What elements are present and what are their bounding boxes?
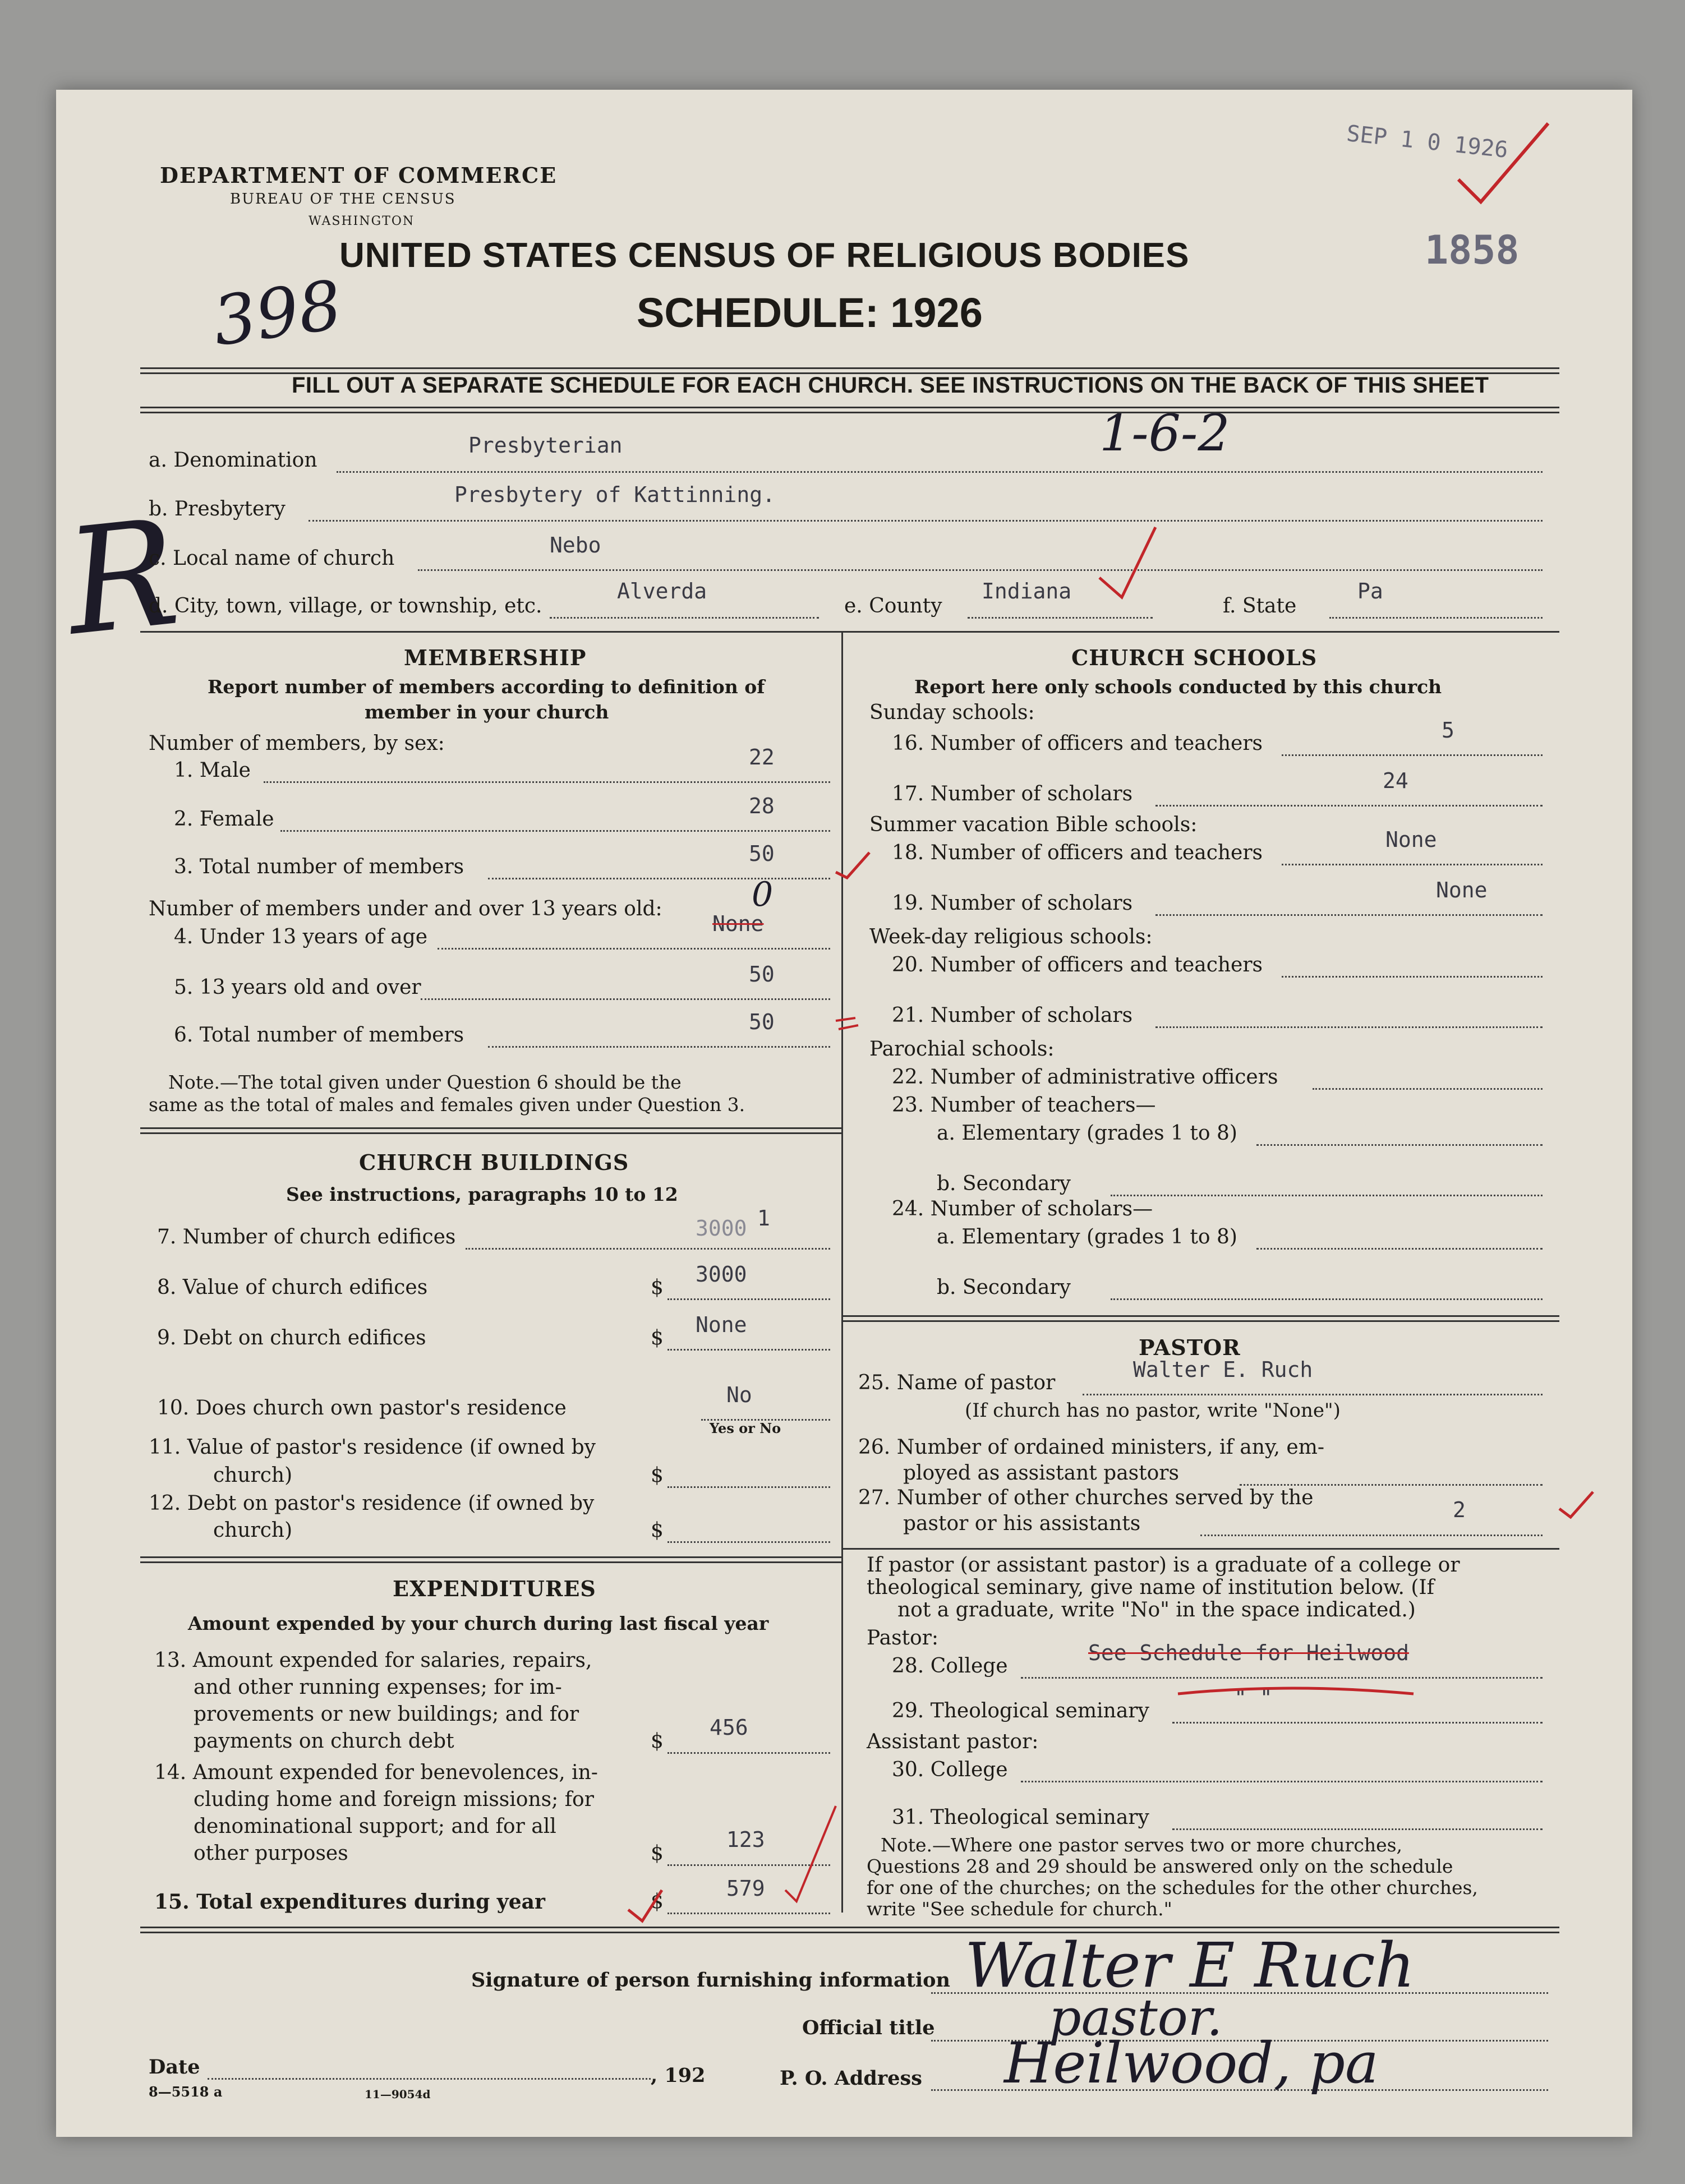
q12-label-2: church) (213, 1519, 293, 1542)
q2-female-label: 2. Female (174, 808, 274, 831)
membership-heading: MEMBERSHIP (404, 645, 587, 670)
pastor-heading: PASTOR (1139, 1335, 1241, 1360)
graduate-instructions-3: not a graduate, write "No" in the space indicated.) (897, 1598, 1416, 1621)
q4-under13-value[interactable]: None (712, 911, 764, 936)
form-title: UNITED STATES CENSUS OF RELIGIOUS BODIES (339, 236, 1190, 275)
q7-edifices-label: 7. Number of church edifices (157, 1225, 456, 1248)
q17-value[interactable]: 24 (1383, 768, 1408, 793)
official-title-label: Official title (802, 2016, 935, 2039)
check-mark-q3 (836, 853, 869, 878)
q13-label-1: 13. Amount expended for salaries, repairs, (154, 1649, 592, 1672)
check-mark-q27 (1559, 1492, 1593, 1517)
q10-residence-label: 10. Does church own pastor's residence (157, 1397, 567, 1420)
q26-label-1: 26. Number of ordained ministers, if any, em- (858, 1436, 1324, 1459)
denomination-value[interactable]: Presbyterian (468, 433, 623, 458)
q15-dollar: $ (651, 1890, 664, 1913)
q4-under13-label: 4. Under 13 years of age (174, 925, 428, 948)
q29-label: 29. Theological seminary (892, 1699, 1149, 1722)
q24-label: 24. Number of scholars— (892, 1197, 1153, 1220)
instructions-banner: FILL OUT A SEPARATE SCHEDULE FOR EACH CHURCH. SEE INSTRUCTIONS ON THE BACK OF THIS SHEET (292, 373, 1489, 398)
schools-heading: CHURCH SCHOOLS (1071, 645, 1318, 670)
presbytery-value[interactable]: Presbytery of Kattinning. (454, 482, 775, 507)
denomination-label: a. Denomination (149, 449, 317, 472)
q19-value[interactable]: None (1436, 878, 1488, 902)
q13-label-4: payments on church debt (194, 1730, 454, 1753)
membership-note-2: same as the total of males and females given under Question 3. (149, 1094, 745, 1116)
date-label: Date (149, 2056, 200, 2079)
county-label: e. County (844, 595, 942, 618)
q15-value[interactable]: 579 (726, 1876, 765, 1901)
q17-label: 17. Number of scholars (892, 782, 1133, 805)
bureau-name: BUREAU OF THE CENSUS (230, 191, 456, 208)
summer-schools-label: Summer vacation Bible schools: (869, 813, 1198, 836)
q6-total-value[interactable]: 50 (749, 1010, 775, 1034)
check-mark-top-right (1458, 123, 1548, 202)
q11-label-1: 11. Value of pastor's residence (if owned by (149, 1436, 596, 1459)
q28-value[interactable]: See Schedule for Heilwood (1088, 1641, 1409, 1665)
buildings-heading: CHURCH BUILDINGS (359, 1150, 629, 1175)
q27-label-2: pastor or his assistants (903, 1512, 1141, 1535)
q14-label-4: other purposes (194, 1842, 348, 1865)
q25-hint: (If church has no pastor, write "None") (965, 1399, 1341, 1422)
expenditures-instructions: Amount expended by your church during last fiscal year (188, 1612, 769, 1634)
signature-value[interactable]: Walter E Ruch (965, 1929, 1415, 2001)
q24b-label: b. Secondary (937, 1276, 1071, 1299)
pastor-note-4: write "See schedule for church." (867, 1898, 1172, 1920)
state-label: f. State (1223, 595, 1297, 618)
presbytery-label: b. Presbytery (149, 497, 286, 520)
red-check-marks (56, 90, 1632, 2137)
q5-over13-label: 5. 13 years old and over (174, 976, 421, 999)
q14-dollar: $ (651, 1842, 664, 1865)
q19-label: 19. Number of scholars (892, 892, 1133, 915)
handwritten-code: 1-6-2 (1099, 404, 1230, 463)
assistant-subsection-label: Assistant pastor: (867, 1730, 1039, 1753)
weekday-schools-label: Week-day religious schools: (869, 925, 1153, 948)
file-number-stamp: 1858 (1425, 227, 1520, 273)
q25-label: 25. Name of pastor (858, 1371, 1056, 1394)
q9-debt-value[interactable]: None (696, 1312, 747, 1337)
parochial-schools-label: Parochial schools: (869, 1038, 1055, 1061)
q14-label-1: 14. Amount expended for benevolences, in- (154, 1761, 598, 1784)
q1-male-value[interactable]: 22 (749, 745, 775, 770)
q23a-label: a. Elementary (grades 1 to 8) (937, 1122, 1237, 1145)
pastor-note-1: Note.—Where one pastor serves two or more churches, (881, 1834, 1403, 1856)
schedule-title: SCHEDULE: 1926 (637, 289, 983, 336)
q27-value[interactable]: 2 (1453, 1498, 1466, 1522)
q18-label: 18. Number of officers and teachers (892, 841, 1263, 864)
q16-value[interactable]: 5 (1442, 718, 1454, 743)
q2-female-value[interactable]: 28 (749, 794, 775, 818)
q22-label: 22. Number of administrative officers (892, 1066, 1278, 1089)
q15-total-label: 15. Total expenditures during year (154, 1890, 545, 1914)
red-zero-correction: 0 (752, 875, 774, 914)
local-name-label: c. Local name of church (149, 547, 395, 570)
state-value[interactable]: Pa (1357, 579, 1383, 603)
q12-label-1: 12. Debt on pastor's residence (if owned by (149, 1492, 595, 1515)
county-value[interactable]: Indiana (982, 579, 1072, 603)
q18-value[interactable]: None (1385, 827, 1437, 852)
q20-label: 20. Number of officers and teachers (892, 953, 1263, 976)
by-sex-label: Number of members, by sex: (149, 732, 445, 755)
date-year: , 192 (651, 2064, 706, 2087)
form-code: 11—9054d (365, 2088, 431, 2101)
q23b-label: b. Secondary (937, 1172, 1071, 1195)
q14-label-3: denominational support; and for all (194, 1815, 556, 1838)
pastor-subsection-label: Pastor: (867, 1627, 939, 1649)
graduate-instructions-1: If pastor (or assistant pastor) is a graduate of a college or (867, 1554, 1460, 1577)
check-mark-q15 (628, 1890, 662, 1921)
q11-dollar: $ (651, 1464, 664, 1487)
check-mark-q14 (785, 1806, 836, 1901)
q14-label-2: cluding home and foreign missions; for (194, 1788, 594, 1811)
q1-male-label: 1. Male (174, 759, 251, 782)
q13-label-3: provements or new buildings; and for (194, 1703, 579, 1726)
signature-label: Signature of person furnishing information (471, 1969, 950, 1992)
q10-hint: Yes or No (710, 1420, 781, 1436)
graduate-instructions-2: theological seminary, give name of institution below. (If (867, 1576, 1434, 1599)
q5-over13-value[interactable]: 50 (749, 962, 775, 987)
check-mark-county (1099, 527, 1155, 597)
q31-label: 31. Theological seminary (892, 1806, 1149, 1829)
sunday-schools-label: Sunday schools: (869, 701, 1035, 724)
q11-label-2: church) (213, 1464, 293, 1487)
membership-note-1: Note.—The total given under Question 6 should be the (168, 1071, 682, 1093)
q12-dollar: $ (651, 1519, 664, 1542)
q28-label: 28. College (892, 1655, 1008, 1678)
q25-value[interactable]: Walter E. Ruch (1133, 1357, 1313, 1382)
form-number: 8—5518 a (149, 2084, 223, 2100)
census-schedule-paper (56, 90, 1632, 2137)
q3-total-label: 3. Total number of members (174, 855, 464, 878)
q8-dollar: $ (651, 1276, 664, 1299)
buildings-instructions: See instructions, paragraphs 10 to 12 (286, 1183, 678, 1205)
red-handwritten-number: 398 (208, 266, 347, 362)
expenditures-heading: EXPENDITURES (393, 1576, 596, 1601)
q30-label: 30. College (892, 1758, 1008, 1781)
city-value[interactable]: Alverda (617, 579, 707, 603)
tick-q6 (836, 1018, 858, 1029)
received-date-stamp: SEP 1 0 1926 (1345, 121, 1509, 163)
pastor-note-3: for one of the churches; on the schedules for the other churches, (867, 1877, 1478, 1899)
q7-edifices-value[interactable]: 1 (757, 1206, 770, 1231)
schools-instructions: Report here only schools conducted by this church (914, 676, 1442, 698)
q29-value[interactable]: " " (1234, 1685, 1273, 1710)
q8-value-label: 8. Value of church edifices (157, 1276, 428, 1299)
q9-debt-label: 9. Debt on church edifices (157, 1326, 426, 1349)
city-label: d. City, town, village, or township, etc. (149, 595, 542, 618)
q13-dollar: $ (651, 1730, 664, 1753)
official-title-value[interactable]: pastor. (1049, 1988, 1223, 2047)
q13-label-2: and other running expenses; for im- (194, 1676, 562, 1699)
q7-struck-value: 3000 (696, 1216, 747, 1241)
q13-value[interactable]: 456 (710, 1715, 748, 1740)
q9-dollar: $ (651, 1326, 664, 1349)
q3-total-value[interactable]: 50 (749, 841, 775, 866)
underline-q29 (1178, 1688, 1414, 1694)
q24a-label: a. Elementary (grades 1 to 8) (937, 1225, 1237, 1248)
q10-residence-value[interactable]: No (726, 1383, 752, 1407)
q27-label-1: 27. Number of other churches served by the (858, 1486, 1314, 1509)
membership-instructions-2: member in your church (365, 701, 609, 723)
pastor-note-2: Questions 28 and 29 should be answered only on the schedule (867, 1855, 1453, 1877)
by-age-label: Number of members under and over 13 years old: (149, 897, 662, 920)
po-address-value[interactable]: Heilwood, pa (1004, 2030, 1379, 2096)
q16-label: 16. Number of officers and teachers (892, 732, 1263, 755)
city-name: WASHINGTON (309, 214, 415, 228)
red-letter-mark: R (58, 488, 186, 669)
q6-total-label: 6. Total number of members (174, 1024, 464, 1047)
q21-label: 21. Number of scholars (892, 1004, 1133, 1027)
q26-label-2: ployed as assistant pastors (903, 1462, 1179, 1485)
po-address-label: P. O. Address (780, 2067, 922, 2090)
membership-instructions-1: Report number of members according to definition of (208, 676, 765, 698)
check-mark-q1 (1122, 533, 1155, 631)
q23-label: 23. Number of teachers— (892, 1094, 1156, 1117)
q8-value-value[interactable]: 3000 (696, 1262, 747, 1287)
department-name: DEPARTMENT OF COMMERCE (160, 163, 558, 188)
q14-value[interactable]: 123 (726, 1827, 765, 1852)
local-name-value[interactable]: Nebo (550, 533, 601, 557)
